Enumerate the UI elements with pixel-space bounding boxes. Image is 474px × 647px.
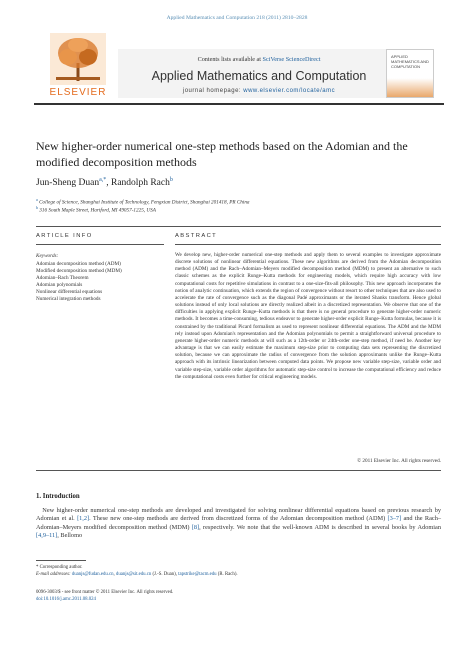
publisher-logo <box>40 28 116 98</box>
keywords-list <box>36 261 176 304</box>
author-list <box>36 177 436 188</box>
citation-link[interactable]: [8] <box>191 523 200 531</box>
email-link[interactable]: duanjs@sit.edu.cn <box>115 572 152 577</box>
section-divider <box>36 226 441 227</box>
doi-link[interactable]: doi:10.1016/j.amc.2011.08.024 <box>36 597 96 602</box>
article-info-heading: ARTICLE INFO <box>36 233 93 239</box>
keyword-item: Modified decomposition method (MDM) <box>36 268 122 275</box>
keyword-item: Adomian polynomials <box>36 282 83 289</box>
footnote-divider <box>36 560 86 561</box>
intro-text-segment: , Bellomo <box>57 531 83 539</box>
paper-title: New higher-order numerical one-step methods based on the Adomian and the modified decomposition methods <box>36 139 408 169</box>
contents-availability <box>118 54 400 66</box>
affiliation-text: College of Science, Shanghai Institute of Technology, Fengxian District, Shanghai 201418, PR China <box>39 199 250 206</box>
copyright-notice: © 2011 Elsevier Inc. All rights reserved. <box>357 458 441 464</box>
keyword-item: Adomian decomposition method (ADM) <box>36 261 121 267</box>
author-name[interactable]: Jun-Sheng Duan <box>36 178 100 189</box>
email-owner: (R. Rach). <box>216 572 238 577</box>
homepage-link[interactable]: www.elsevier.com/locate/amc <box>243 88 336 94</box>
elsevier-tree-icon <box>50 33 106 85</box>
introduction-heading: 1. Introduction <box>36 493 80 500</box>
email-label: E-mail addresses: <box>36 572 72 577</box>
cover-title: APPLIED MATHEMATICS AND COMPUTATION <box>391 54 429 69</box>
email-addresses <box>36 572 441 579</box>
contents-prefix: Contents lists available at <box>197 56 263 63</box>
affiliation-label: b <box>36 205 38 210</box>
keyword-item: Nonlinear differential equations <box>36 289 103 296</box>
journal-cover-image <box>386 49 434 98</box>
email-separator: , <box>113 572 116 577</box>
abstract-text: We develop new, higher-order numerical one-step methods and apply them to several examples to investigate approximate discrete solutions of nonlinear differential equations. These new algorithms are derived from the Adomian decomposition method (ADM) and the Rach–Adomian–Meyers modified decomposition method (MDM) to present an alternative to such classic schemes as the explicit Runge–Kutta methods for engineering models, which require high accuracy with low computational costs for repetitive simulations in contrast to a one-size-fits-all philosophy. This new approach incorporates the notion of analytic continuation, which extends the region of convergence without resort to other techniques that are also used to accelerate the rate of convergence such as the diagonal Padé approximants or the iterated Shanks transform. Hence global solutions instead of only local solutions are directly realized albeit in a discretized representation. We observe that one of the difficulties in applying explicit Runge–Kutta methods is that there is no general procedure to generate higher-order numeric methods. It becomes a time-consuming, tedious endeavor to generate higher-order explicit Runge–Kutta formulas, because it is constrained by the traditional Picard formalism as used to represent nonlinear differential equations. The ADM and the MDM rely instead upon Adomian's representation and the Adomian polynomials to permit a straightforward universal procedure to generate higher-order numeric methods at will such as a 12th-order or 24th-order one-step method, if need be. Another key advantage is that we can easily estimate the maximum step-size prior to computing data sets representing the discretized solution, because we can approximate the radius of convergence from the solution approximants unlike the Runge–Kutta approach with its intrinsic linearization between computed data points. We propose new variable step-size, variable order and variable step-size, variable order algorithms for automatic step-size control to increase the computational efficiency and reduce the computational costs even further for critical engineering models. <box>175 252 441 380</box>
email-link[interactable]: duanjs@fudan.edu.cn <box>71 572 114 577</box>
affiliation-b <box>36 204 436 215</box>
author-separator: , <box>106 178 111 189</box>
affiliation-text: 316 South Maple Street, Hartford, MI 49057-1225, USA <box>39 207 156 214</box>
keyword-item: Adomian–Rach Theorem <box>36 275 89 282</box>
front-matter-line: 0096-3003/$ - see front matter © 2011 Elsevier Inc. All rights reserved. <box>36 590 174 595</box>
introduction-paragraph <box>36 507 441 540</box>
publisher-name: ELSEVIER <box>49 87 107 98</box>
keywords-label: Keywords: <box>36 253 59 259</box>
journal-reference[interactable]: Applied Mathematics and Computation 218 (2011) 2810–2828 <box>166 15 308 21</box>
email-link[interactable]: tapstrike@tacm.edu <box>178 572 217 577</box>
keyword-item: Numerical integration methods <box>36 296 101 303</box>
intro-text-segment: and the Rach–Adomian–Meyers modified decomposition method (MDM) <box>36 515 441 531</box>
intro-text-segment: New higher-order numerical one-step methods are developed and investigated for solving nonlinear differential equations based on previous research by Adomian et al. <box>36 507 441 523</box>
citation-link[interactable]: [3–7] <box>387 515 402 523</box>
email-owner: (J.-S. Duan), <box>151 572 179 577</box>
author-affiliation-marker[interactable]: b <box>169 177 173 183</box>
citation-link[interactable]: [4,9–11] <box>36 531 58 539</box>
abstract-divider <box>175 244 441 245</box>
affiliation-label: a <box>36 197 38 202</box>
intro-text-segment: , respectively. We note that the well-known ADM is described in several books by Adomian <box>199 523 441 531</box>
header-divider <box>34 103 444 105</box>
author-affiliation-marker[interactable]: a,* <box>99 177 107 183</box>
author-name[interactable]: Randolph Rach <box>111 178 170 189</box>
sciencedirect-link[interactable]: SciVerse ScienceDirect <box>262 56 321 63</box>
section-divider <box>36 470 441 471</box>
intro-text-segment: . These new one-step methods are derived from discretized forms of the Adomian decomposition method (ADM) <box>89 515 388 523</box>
journal-homepage <box>118 88 400 94</box>
corresponding-author-note: * Corresponding author. <box>36 565 83 570</box>
journal-title: Applied Mathematics and Computation <box>151 69 367 83</box>
homepage-prefix: journal homepage: <box>182 88 244 94</box>
abstract-heading: ABSTRACT <box>175 233 218 239</box>
article-info-divider <box>36 244 164 245</box>
citation-link[interactable]: [1,2] <box>77 515 90 523</box>
